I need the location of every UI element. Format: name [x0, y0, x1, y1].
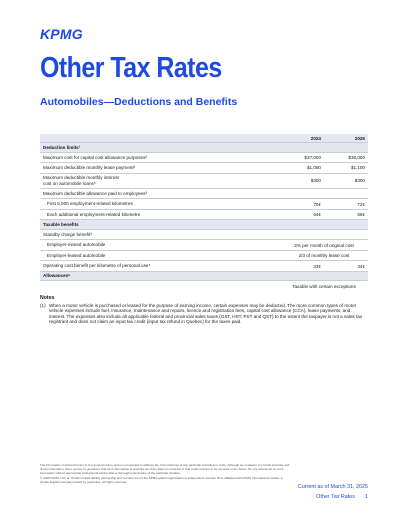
value-2025: 66¢ — [357, 212, 365, 218]
row-label: Maximum deductible allowance paid to employees³ — [43, 190, 147, 196]
note-text: When a motor vehicle is purchased or leased for the purpose of earning income, certain expenses may be deducted. The more common types of motor vehicle expenses include fuel, insurance, maintenance and repairs, licence and registration fees, capital cost allowance (CCA), lease payments, and interest. The expenses also include all applicable federal and provincial sales taxes (GST, HST, PST and QST) to the extent the taxpayer is not a sales tax registrant and does not claim an input tax credit (input tax refund in Quebec) for the taxes paid. — [49, 302, 363, 325]
row-label: Operating cost benefit per kilometre of personal use⁴ — [43, 263, 151, 269]
table-row — [40, 163, 368, 174]
kpmg-logo: KPMG — [40, 26, 83, 42]
row-label-blank — [40, 285, 280, 288]
row-label: Maximum deductible monthly lease payment² — [43, 165, 136, 171]
row-label-line2: cost on automobile loans³ — [43, 180, 96, 186]
value-2024: $37,000 — [304, 154, 321, 160]
table-row — [40, 240, 368, 251]
page-title: Other Tax Rates — [40, 52, 222, 84]
table-header-row — [40, 134, 368, 143]
table-row — [40, 199, 368, 210]
header-blank — [40, 137, 280, 140]
table-row — [40, 210, 368, 221]
disclaimer-text: The information contained herein is of a general nature and is not intended to address the circumstances of any particular individual or entity. Although we endeavor to provide accurate and timely information, there can be no guarantee that such information is accurate as of the date it is received or that it will continue to be accurate in the future. No one should act on such information without appropriate professional advice after a thorough examination of the particular situation. — [40, 463, 290, 475]
page-subtitle: Automobiles—Deductions and Benefits — [40, 96, 238, 108]
header-2024: 2024 — [310, 135, 321, 141]
value-2025: $38,000 — [348, 154, 365, 160]
copyright-text: © 2025 KPMG LLP, an Ontario limited liability partnership and member firm of the KPMG global organization of independent member firms affiliated with KPMG International Limited, a private English company limited by guarantee. All rights reserved. — [40, 476, 283, 485]
notes-heading: Notes — [40, 295, 55, 301]
legal-disclaimer — [40, 464, 290, 487]
row-label: Employer-owned automobile — [47, 242, 106, 248]
row-label: Each additional employment-related kilometre — [47, 211, 141, 217]
value-2024: 64¢ — [313, 212, 321, 218]
value-2024: 70¢ — [313, 201, 321, 207]
table-row — [40, 174, 368, 189]
allowance-heading-row — [40, 189, 368, 200]
table-row — [40, 261, 368, 272]
page-number: 1 — [365, 494, 368, 500]
footer-page-label: Other Tax Rates — [316, 494, 355, 500]
row-value: 2/3 of monthly lease cost — [298, 253, 350, 259]
row-label: Standby charge benefit³ — [43, 231, 92, 237]
page-footer — [316, 494, 368, 500]
table-row — [40, 281, 368, 292]
standby-heading-row — [40, 230, 368, 241]
value-2025: $300 — [354, 178, 365, 184]
value-2025: 72¢ — [357, 201, 365, 207]
row-label-line1: Maximum deductible monthly interest — [43, 175, 119, 181]
notes-section — [40, 296, 366, 325]
header-2025: 2025 — [354, 135, 365, 141]
row-value: 2% per month of original cost — [294, 242, 354, 248]
current-as-of: Current as of March 31, 2025 — [297, 484, 368, 490]
row-label — [40, 174, 280, 188]
value-2024: $1,050 — [306, 165, 321, 171]
section-allowances — [40, 272, 368, 282]
row-label: Maximum cost for capital cost allowance purposes² — [43, 154, 147, 160]
section-taxable-benefits — [40, 220, 368, 230]
section-label: Taxable benefits — [43, 221, 79, 227]
table-row — [40, 251, 368, 262]
value-2024: $300 — [310, 178, 321, 184]
note-number: (1) — [40, 302, 46, 308]
note-item — [40, 303, 366, 325]
value-2024: 33¢ — [313, 263, 321, 269]
row-label: First 5,000 employment-related kilometres — [47, 201, 133, 207]
automobile-rates-table — [40, 134, 368, 292]
table-row — [40, 153, 368, 164]
value-2025: 34¢ — [357, 263, 365, 269]
value-2025: $1,100 — [350, 165, 365, 171]
section-label: Deduction limits¹ — [43, 144, 81, 150]
section-deduction-limits — [40, 143, 368, 153]
row-value: Taxable with certain exceptions — [292, 284, 356, 290]
row-label: Employer-leased automobile — [47, 252, 106, 258]
section-label: Allowances⁵ — [43, 273, 71, 279]
